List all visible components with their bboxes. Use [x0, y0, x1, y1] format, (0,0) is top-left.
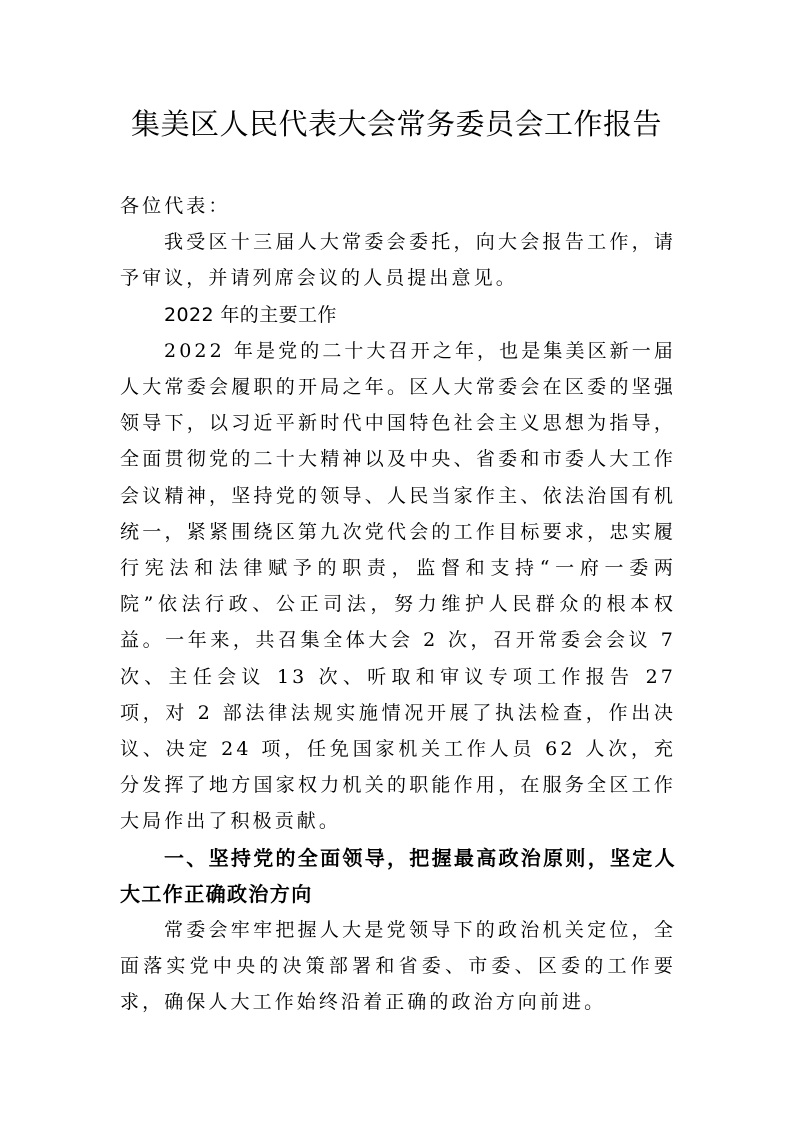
part-one-body: 常委会牢牢把握人大是党领导下的政治机关定位，全面落实党中央的决策部署和省委、市委、区委的工作要求，确保人大工作始终沿着正确的政治方向前进。: [120, 919, 676, 1014]
intro-paragraph: 我受区十三届人大常委会委托，向大会报告工作，请予审议，并请列席会议的人员提出意见。: [120, 231, 676, 290]
part-one-heading: 一、坚持党的全面领导，把握最高政治原则，坚定人大工作正确政治方向: [120, 845, 676, 906]
document-title: 集美区人民代表大会常务委员会工作报告: [130, 107, 662, 141]
salutation: 各位代表：: [120, 195, 231, 217]
document-body: [120, 188, 676, 1021]
summary-paragraph: 2022 年是党的二十大召开之年，也是集美区新一届人大常委会履职的开局之年。区人大常委会在区委的坚强领导下，以习近平新时代中国特色社会主义思想为指导，全面贯彻党的二十大精神以及中央、省委和市委人大工作会议精神，坚持党的领导、人民当家作主、依法治国有机统一，紧紧围绕区第九次党代会的工作目标要求，忠实履行宪法和法律赋予的职责，监督和支持“一府一委两院”依法行政、公正司法，努力维护人民群众的根本权益。一年来，共召集全体大会 2 次，召开常委会会议 7 次、主任会议 13 次、听取和审议专项工作报告 27 项，对 2 部法律法规实施情况开展了执法检查，作出决议、决定 24 项，任免国家机关工作人员 62 人次，充分发挥了地方国家权力机关的职能作用，在服务全区工作大局作出了积极贡献。: [120, 339, 676, 833]
section-heading-2022: 2022 年的主要工作: [164, 303, 337, 326]
